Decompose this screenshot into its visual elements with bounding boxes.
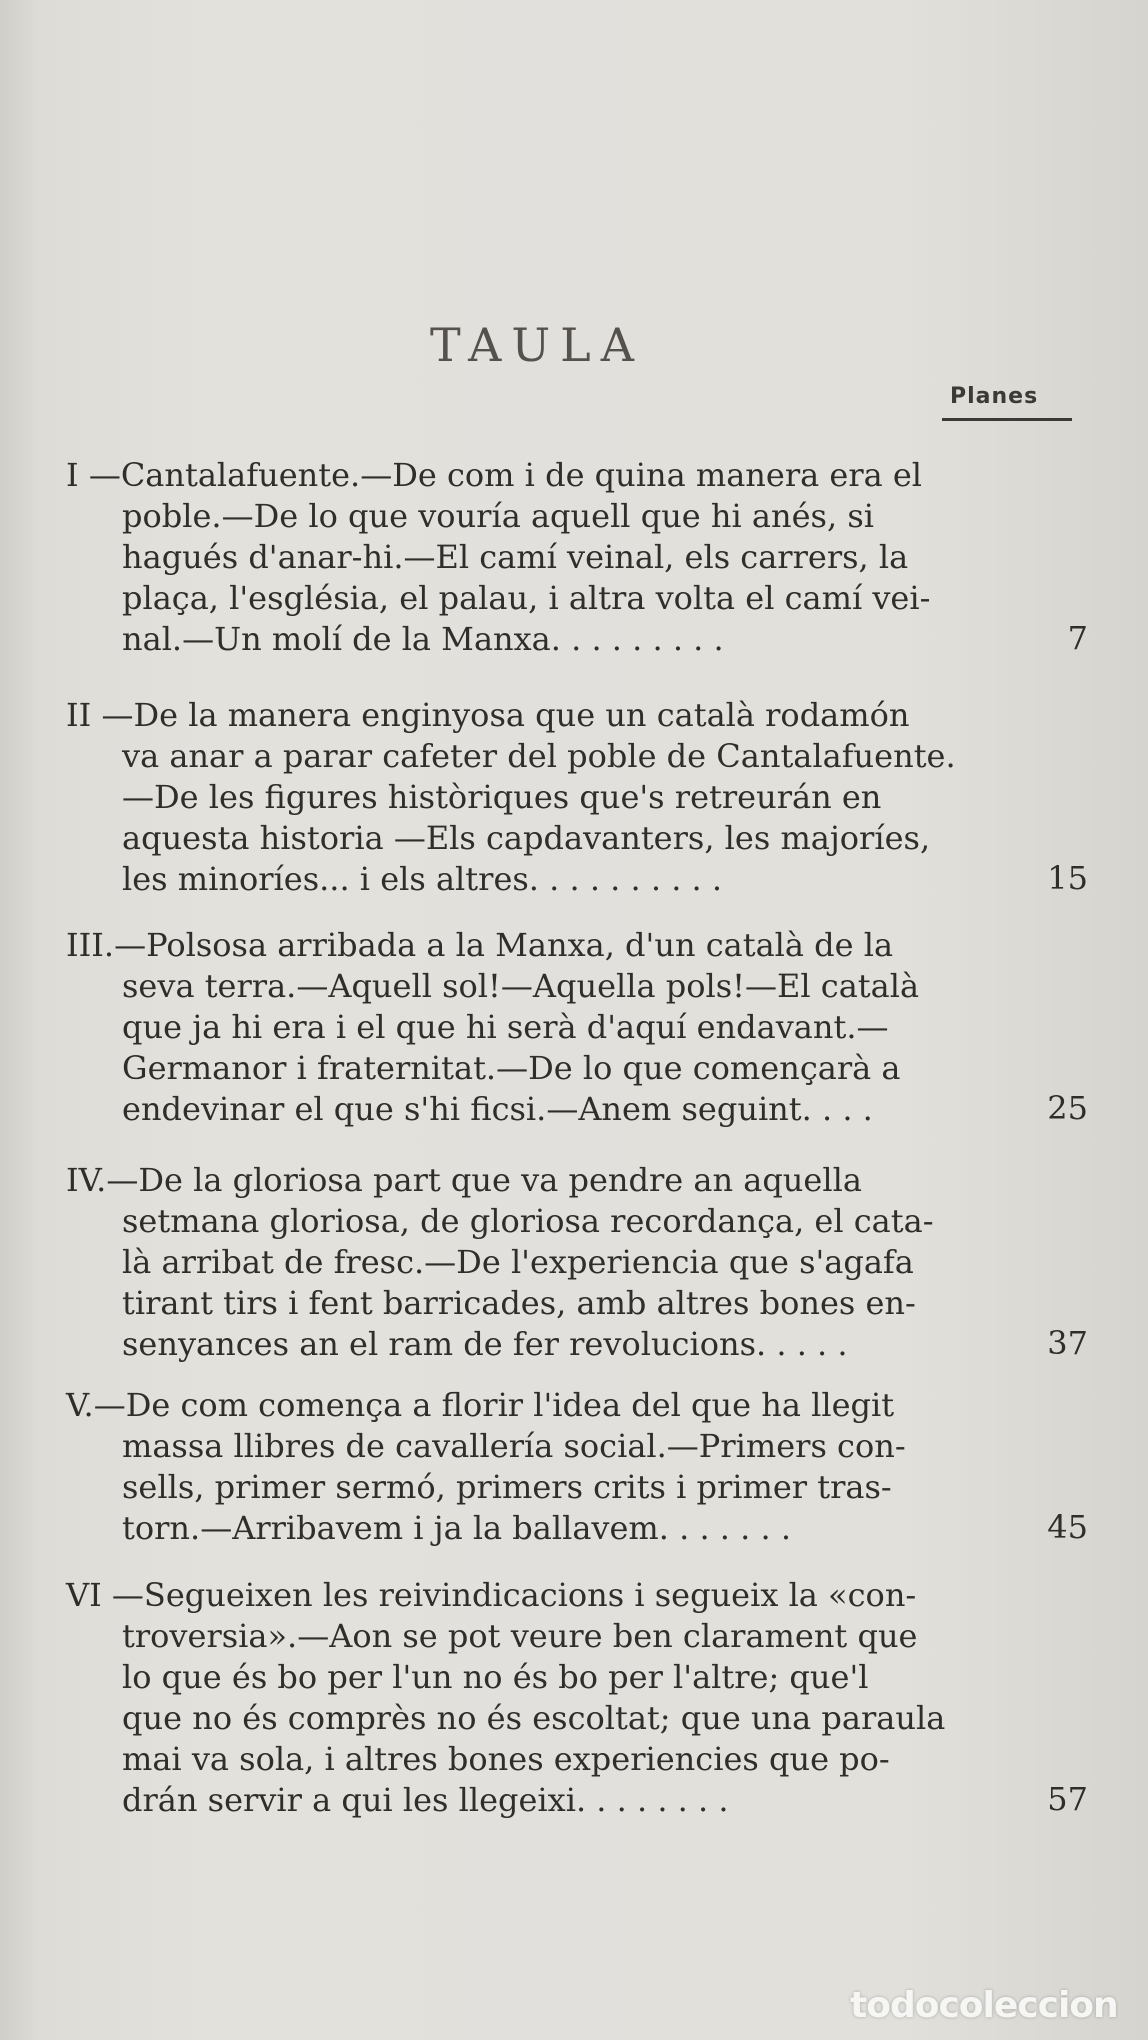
page-heading: TAULA — [430, 318, 644, 372]
pages-column-rule — [942, 418, 1072, 421]
watermark-logo: todocoleccion — [850, 1985, 1118, 2026]
toc-entry-page-number: 45 — [1047, 1508, 1088, 1546]
pages-column-label: Planes — [950, 384, 1039, 409]
toc-entry-line: lo que és bo per l'un no és bo per l'altre; que'l — [122, 1658, 869, 1696]
toc-entry-line: sells, primer sermó, primers crits i primer tras- — [122, 1468, 892, 1506]
toc-entry-line: aquesta historia —Els capdavanters, les majoríes, — [122, 819, 931, 857]
toc-entry-page-number: 25 — [1047, 1089, 1088, 1127]
toc-entry-line: I —Cantalafuente.—De com i de quina manera era el — [66, 456, 923, 494]
toc-entry-line: seva terra.—Aquell sol!—Aquella pols!—El català — [122, 967, 920, 1005]
toc-entry-line: IV.—De la gloriosa part que va pendre an aquella — [66, 1161, 862, 1199]
toc-entry-line: poble.—De lo que vouría aquell que hi anés, si — [122, 497, 874, 535]
toc-entry-line: torn.—Arribavem i ja la ballavem. . . . . . . — [122, 1509, 791, 1547]
toc-entry-line: que no és comprès no és escoltat; que una paraula — [122, 1699, 946, 1737]
toc-entry-line: va anar a parar cafeter del poble de Cantalafuente. — [122, 737, 956, 775]
toc-entry-line: drán servir a qui les llegeixi. . . . . . . . — [122, 1781, 729, 1819]
toc-entry-line: hagués d'anar-hi.—El camí veinal, els carrers, la — [122, 538, 909, 576]
toc-entry-line: V.—De com comença a florir l'idea del que ha llegit — [66, 1386, 895, 1424]
toc-entry-line: setmana gloriosa, de gloriosa recordança, el cata- — [122, 1202, 934, 1240]
toc-entry-line: VI —Segueixen les reivindicacions i segueix la «con- — [66, 1576, 917, 1614]
toc-entry-line: les minoríes... i els altres. . . . . . . . . . — [122, 860, 723, 898]
toc-entry-line: mai va sola, i altres bones experiencies que po- — [122, 1740, 890, 1778]
toc-entry-line: troversia».—Aon se pot veure ben clarament que — [122, 1617, 918, 1655]
toc-entry-page-number: 57 — [1047, 1780, 1088, 1818]
toc-entry-line: que ja hi era i el que hi serà d'aquí endavant.— — [122, 1008, 889, 1046]
toc-entry-line: endevinar el que s'hi ficsi.—Anem seguint. . . . — [122, 1090, 873, 1128]
toc-entry-line: massa llibres de cavallería social.—Primers con- — [122, 1427, 906, 1465]
toc-entry-page-number: 37 — [1047, 1324, 1088, 1362]
toc-entry-line: senyances an el ram de fer revolucions. . . . . — [122, 1325, 848, 1363]
toc-entry-line: tirant tirs i fent barricades, amb altres bones en- — [122, 1284, 916, 1322]
toc-entry-page-number: 15 — [1047, 859, 1088, 897]
toc-entry-line: là arribat de fresc.—De l'experiencia que s'agafa — [122, 1243, 914, 1281]
toc-entry-page-number: 7 — [1067, 619, 1088, 657]
toc-entry-line: —De les figures històriques que's retreurán en — [122, 778, 882, 816]
toc-entry-line: plaça, l'església, el palau, i altra volta el camí vei- — [122, 579, 931, 617]
toc-entry-line: II —De la manera enginyosa que un català rodamón — [66, 696, 910, 734]
toc-entry-line: Germanor i fraternitat.—De lo que començarà a — [122, 1049, 901, 1087]
toc-entry-line: nal.—Un molí de la Manxa. . . . . . . . . — [122, 620, 724, 658]
toc-entry-line: III.—Polsosa arribada a la Manxa, d'un català de la — [66, 926, 894, 964]
